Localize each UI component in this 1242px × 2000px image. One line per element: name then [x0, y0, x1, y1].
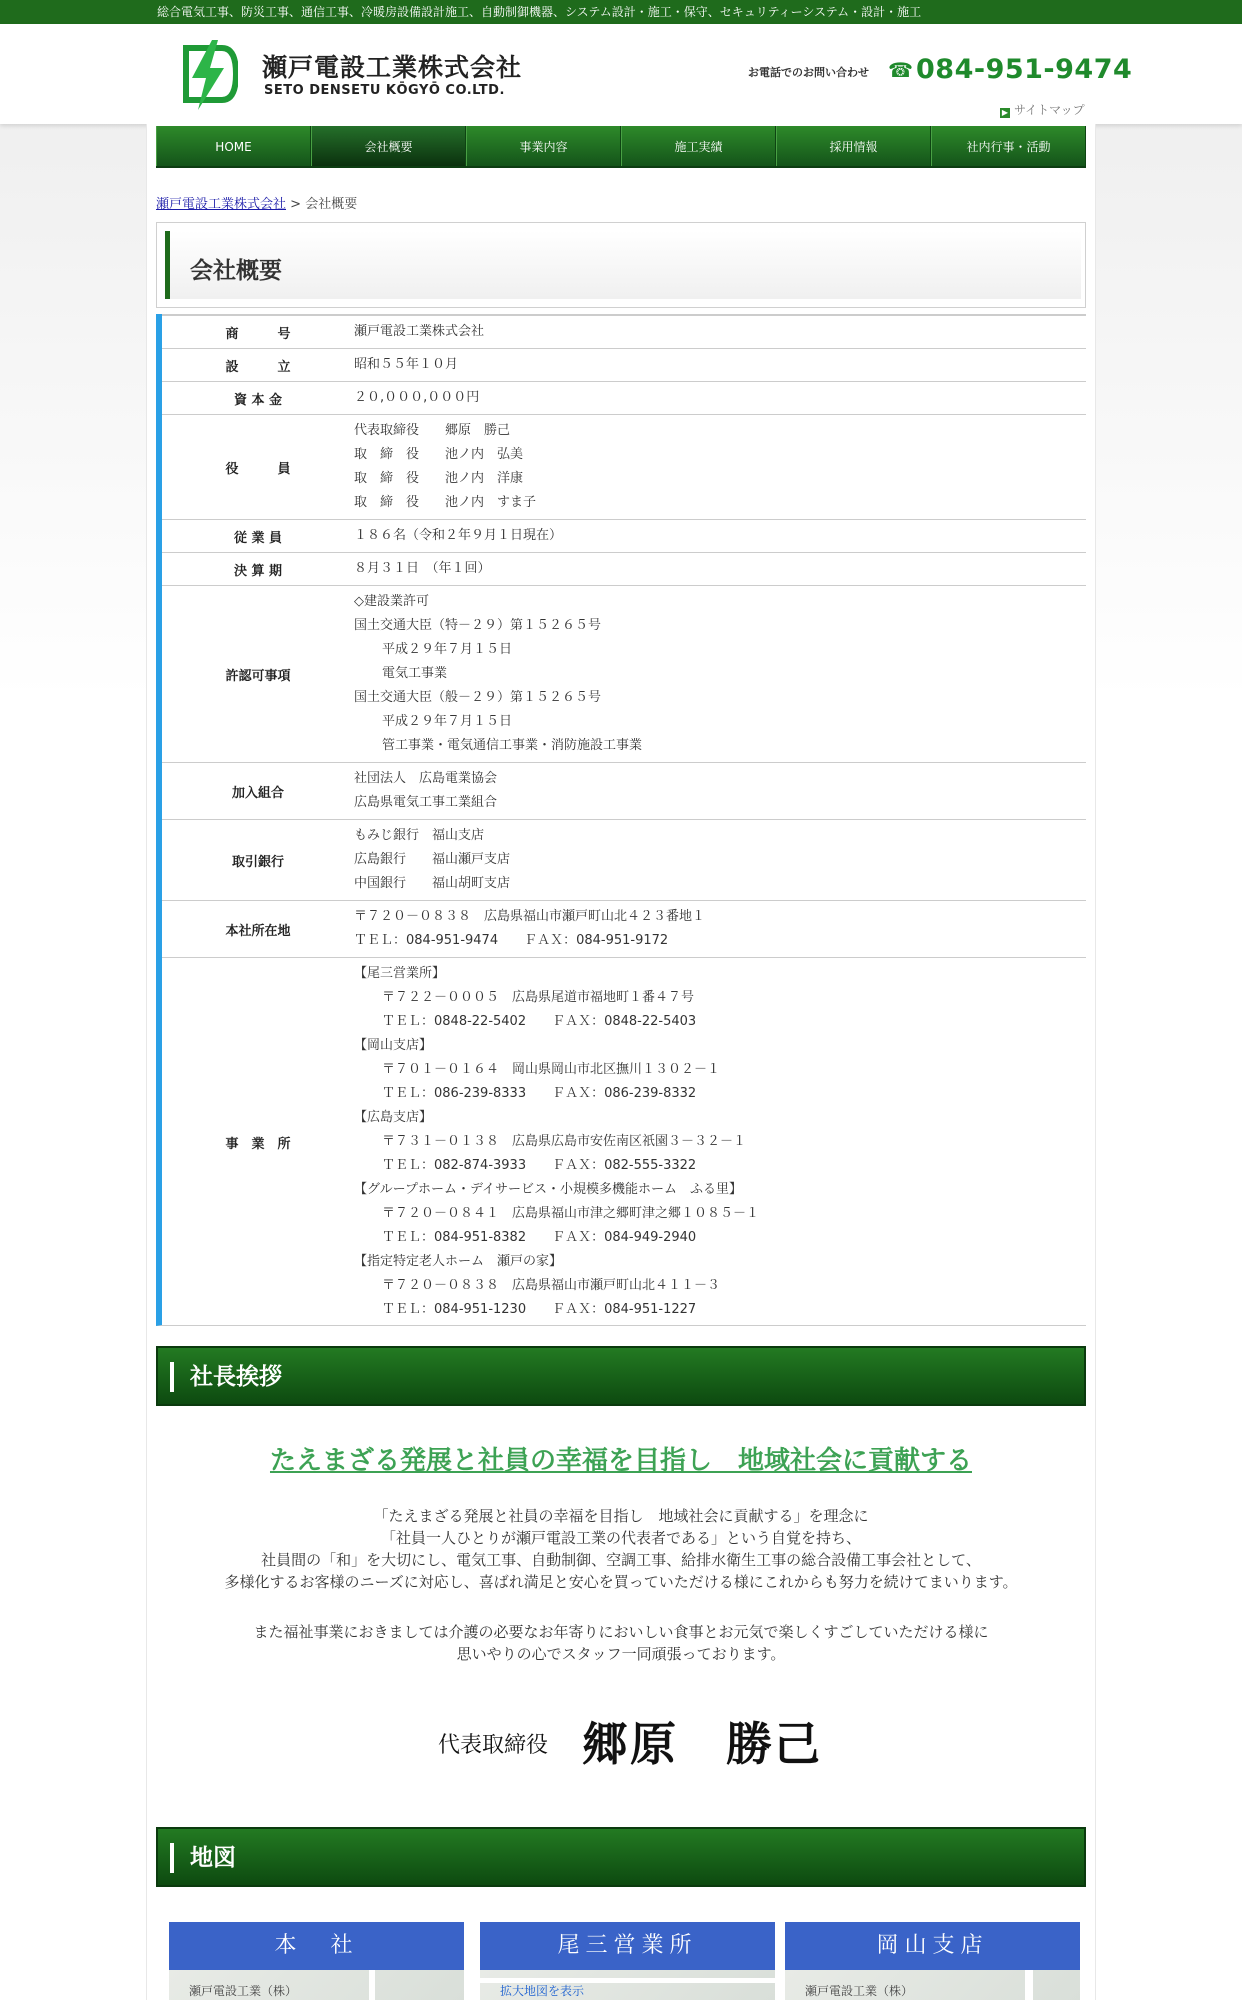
info-row — [162, 414, 1086, 519]
info-row — [162, 348, 1086, 381]
info-row-label: 資 本 金 — [233, 392, 283, 408]
nav-item-recruit[interactable]: 採用情報 — [776, 126, 931, 166]
greeting-message — [156, 1505, 1086, 1665]
info-row — [162, 585, 1086, 762]
info-row-value — [354, 520, 1086, 552]
info-row-label: 役 員 — [225, 461, 291, 477]
info-value-line: 電気工事業 — [382, 666, 448, 681]
breadcrumb-home-link[interactable]: 瀬戸電設工業株式会社 — [156, 197, 287, 212]
company-info-table — [156, 314, 1086, 1326]
info-value-line: 広島県電気工事工業組合 — [354, 795, 498, 810]
info-row-label: 取引銀行 — [231, 854, 284, 870]
map-card-okayama-branch[interactable] — [785, 1922, 1080, 2000]
info-row-value — [354, 820, 1086, 900]
enlarge-map-link[interactable]: 拡大地図を表示 — [500, 1984, 585, 1998]
map-embed[interactable] — [480, 1970, 775, 2000]
info-value-line: 【尾三営業所】 — [354, 966, 446, 981]
info-row-value — [354, 958, 1086, 1326]
breadcrumb-current: 会社概要 — [305, 197, 358, 212]
info-value-line: １８６名（令和２年９月１日現在） — [354, 528, 563, 543]
company-name-en: SETO DENSETU KŌGYŌ CO.LTD. — [264, 83, 505, 98]
info-row — [162, 381, 1086, 414]
info-row-label: 設 立 — [225, 359, 291, 375]
company-name-jp[interactable]: 瀬戸電設工業株式会社 — [262, 53, 523, 82]
map-card-title: 本 社 — [169, 1922, 464, 1970]
info-value-line: 〒７２０－０８３８ 広島県福山市瀬戸町山北４１１－３ — [382, 1278, 721, 1293]
info-row-label: 従 業 員 — [233, 530, 283, 546]
info-value-line: ＴＥＬ：0848-22-5402 ＦＡＸ：0848-22-5403 — [382, 1014, 697, 1029]
map-road — [1025, 1970, 1033, 2000]
info-value-line: ◇建設業許可 — [354, 594, 429, 609]
phone-icon: ☎ — [888, 58, 913, 82]
info-value-line: ＴＥＬ：084-951-9474 ＦＡＸ：084-951-9172 — [354, 933, 669, 948]
info-value-line: 昭和５５年１０月 — [354, 357, 459, 372]
signature-name: 郷原 勝己 — [582, 1717, 822, 1771]
info-row-value — [354, 349, 1086, 381]
info-row-label: 事 業 所 — [225, 1136, 291, 1152]
info-value-line: ＴＥＬ：084-951-1230 ＦＡＸ：084-951-1227 — [382, 1302, 697, 1317]
paragraph-gap — [156, 1593, 1086, 1621]
info-value-line: 取 締 役 池ノ内 弘美 — [354, 447, 524, 462]
info-value-line: 平成２９年７月１５日 — [382, 714, 513, 729]
info-value-line: 管工事業・電気通信工事業・消防施設工事業 — [382, 738, 643, 753]
info-row-label: 加入組合 — [231, 785, 284, 801]
info-value-line: 取 締 役 池ノ内 すま子 — [354, 495, 537, 510]
greeting-line: 思いやりの心でスタッフ一同頑張っております。 — [456, 1645, 786, 1663]
page-title: 会社概要 — [190, 258, 282, 284]
info-row — [162, 314, 1086, 348]
site-header — [0, 24, 1242, 124]
info-row-value — [354, 382, 1086, 414]
top-tagline-bar — [0, 0, 1242, 24]
main-nav — [156, 126, 1086, 168]
info-value-line: 〒７２２－０００５ 広島県尾道市福地町１番４７号 — [382, 990, 695, 1005]
greeting-headline: たえまざる発展と社員の幸福を目指し 地域社会に貢献する — [269, 1446, 972, 1476]
info-row-value — [354, 415, 1086, 519]
info-value-line: 中国銀行 福山胡町支店 — [354, 876, 511, 891]
info-value-line: 国土交通大臣（特－２９）第１５２６５号 — [354, 618, 602, 633]
breadcrumb-separator: > — [286, 197, 306, 212]
sitemap-link[interactable] — [1000, 101, 1085, 118]
greeting-section-header — [156, 1346, 1086, 1406]
map-section-header — [156, 1827, 1086, 1887]
nav-item-home[interactable]: HOME — [156, 126, 311, 166]
info-value-line: 〒７２０－０８３８ 広島県福山市瀬戸町山北４２３番地１ — [354, 909, 706, 924]
arrow-right-icon: ▶ — [1001, 108, 1009, 117]
map-card-bisan-office[interactable] — [480, 1922, 775, 2000]
signature-role: 代表取締役 — [438, 1733, 549, 1758]
info-row-value — [354, 316, 1086, 348]
info-value-line: 【指定特定老人ホーム 瀬戸の家】 — [354, 1254, 563, 1269]
info-row-value — [354, 763, 1086, 819]
company-logo-icon[interactable] — [178, 38, 238, 112]
sitemap-label[interactable]: サイトマップ — [1014, 103, 1085, 117]
map-section-title: 地図 — [190, 1845, 236, 1871]
nav-item-company[interactable]: 会社概要 — [311, 126, 466, 166]
info-value-line: 平成２９年７月１５日 — [382, 642, 513, 657]
info-value-line: 【岡山支店】 — [354, 1038, 433, 1053]
info-value-line: ＴＥＬ：086-239-8333 ＦＡＸ：086-239-8332 — [382, 1086, 697, 1101]
info-value-line: 【広島支店】 — [354, 1110, 433, 1125]
info-row-value — [354, 901, 1086, 957]
info-row-value — [354, 553, 1086, 585]
map-card-headquarters[interactable] — [169, 1922, 464, 2000]
info-value-line: 社団法人 広島電業協会 — [354, 771, 498, 786]
info-row — [162, 819, 1086, 900]
info-row-label: 決 算 期 — [233, 563, 283, 579]
info-row — [162, 519, 1086, 552]
greeting-line: また福祉事業におきましては介護の必要なお年寄りにおいしい食事とお元気で楽しくすごしていただける様に — [253, 1623, 989, 1641]
breadcrumb — [156, 193, 357, 212]
info-value-line: 代表取締役 郷原 勝己 — [354, 423, 511, 438]
info-value-line: 国土交通大臣（般－２９）第１５２６５号 — [354, 690, 602, 705]
info-value-line: 〒７２０－０８４１ 広島県福山市津之郷町津之郷１０８５－１ — [382, 1206, 760, 1221]
info-value-line: 瀬戸電設工業株式会社 — [354, 324, 485, 339]
info-value-line: ２０,０００,０００円 — [354, 390, 480, 405]
info-row — [162, 762, 1086, 819]
phone-number[interactable]: 084-951-9474 — [916, 54, 1133, 85]
map-embed[interactable] — [169, 1970, 464, 2000]
info-value-line: ＴＥＬ：082-874-3933 ＦＡＸ：082-555-3322 — [382, 1158, 697, 1173]
greeting-line: 「社員一人ひとりが瀬戸電設工業の代表者である」という自覚を持ち、 — [380, 1529, 861, 1547]
info-value-line: ＴＥＬ：084-951-8382 ＦＡＸ：084-949-2940 — [382, 1230, 697, 1245]
nav-item-events[interactable]: 社内行事・活動 — [931, 126, 1086, 166]
greeting-line: 社員間の「和」を大切にし、電気工事、自動制御、空調工事、給排水衛生工事の総合設備工事会社として、 — [261, 1551, 981, 1569]
nav-item-business[interactable]: 事業内容 — [466, 126, 621, 166]
info-value-line: 広島銀行 福山瀬戸支店 — [354, 852, 511, 867]
info-value-line: 〒７３１－０１３８ 広島県広島市安佐南区祇園３－３２－１ — [382, 1134, 747, 1149]
info-value-line: 〒７０１－０１６４ 岡山県岡山市北区撫川１３０２－１ — [382, 1062, 721, 1077]
info-value-line: 取 締 役 池ノ内 洋康 — [354, 471, 524, 486]
info-row-value — [354, 586, 1086, 762]
info-value-line: ８月３１日 （年１回） — [354, 561, 491, 576]
info-row-label: 商 号 — [225, 326, 291, 342]
tagline-text: 総合電気工事、防災工事、通信工事、冷暖房設備設計施工、自動制御機器、システム設計・施工・保守、セキュリティーシステム・設計・施工 — [157, 5, 922, 19]
map-card-title: 岡山支店 — [785, 1922, 1080, 1970]
greeting-line: 「たえまざる発展と社員の幸福を目指し 地域社会に貢献する」を理念に — [373, 1507, 869, 1525]
map-place-label: 瀬戸電設工業（株） — [189, 1984, 298, 1998]
map-place-label: 瀬戸電設工業（株） — [805, 1984, 914, 1998]
map-road — [369, 1970, 375, 2000]
info-row — [162, 957, 1086, 1326]
info-row — [162, 552, 1086, 585]
map-card-title: 尾三営業所 — [480, 1922, 775, 1970]
greeting-line: 多様化するお客様のニーズに対応し、喜ばれ満足と安心を買っていただける様にこれからも努力を続けてまいります。 — [224, 1573, 1018, 1591]
info-row-label: 許認可事項 — [225, 668, 291, 684]
greeting-section-title: 社長挨拶 — [190, 1364, 282, 1390]
info-row — [162, 900, 1086, 957]
info-value-line: もみじ銀行 福山支店 — [354, 828, 485, 843]
nav-item-works[interactable]: 施工実績 — [621, 126, 776, 166]
section-accent-bar — [170, 1843, 174, 1873]
map-embed[interactable] — [785, 1970, 1080, 2000]
section-accent-bar — [170, 1362, 174, 1392]
contact-label: お電話でのお問い合わせ — [748, 66, 869, 79]
info-value-line: 【グループホーム・デイサービス・小規模多機能ホーム ふる里】 — [354, 1182, 743, 1197]
info-row-label: 本社所在地 — [225, 923, 291, 939]
page-title-inner — [165, 231, 1081, 299]
page-title-box — [156, 222, 1086, 308]
